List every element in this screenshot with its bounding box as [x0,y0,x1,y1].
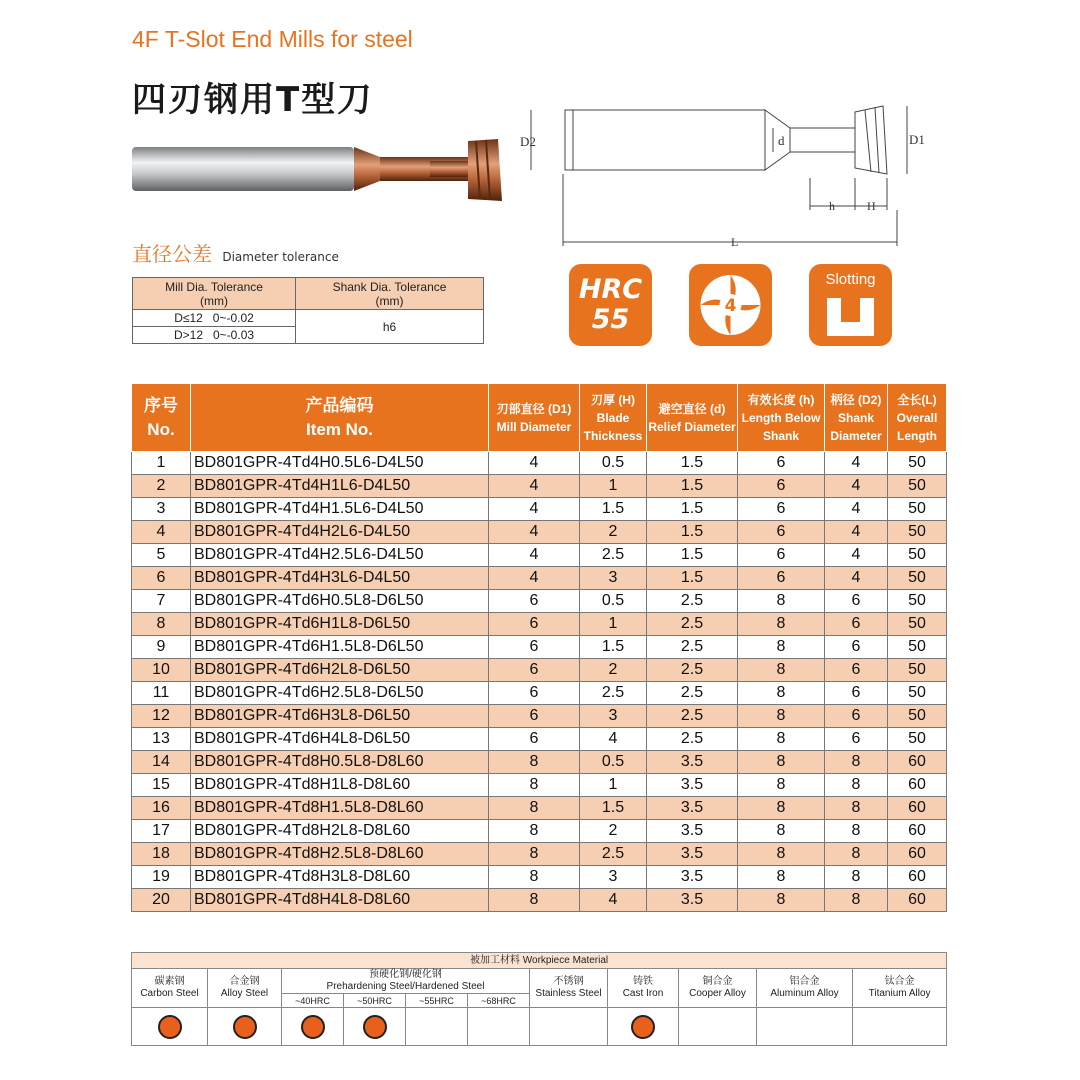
table-cell: 1 [132,452,191,475]
table-cell: BD801GPR-4Td4H1.5L6-D4L50 [191,498,489,521]
table-cell: 8 [738,751,825,774]
table-cell: 6 [489,590,580,613]
table-cell: 8 [825,889,888,912]
table-cell: 1.5 [580,636,647,659]
table-cell: 50 [888,682,947,705]
table-cell: 8 [738,728,825,751]
table-cell: 13 [132,728,191,751]
table-cell: 4 [489,475,580,498]
table-cell: 3.5 [647,774,738,797]
table-cell: 4 [825,452,888,475]
table-cell: 8 [738,636,825,659]
table-cell: 8 [825,751,888,774]
mat-copper-alloy: 铜合金 Cooper Alloy [679,969,757,1008]
table-cell: 1.5 [580,498,647,521]
label-d2: D2 [520,134,536,149]
table-cell: 50 [888,452,947,475]
table-cell: 6 [489,659,580,682]
slotting-label: Slotting [825,271,876,288]
table-cell: 6 [738,567,825,590]
grade-40hrc: ~40HRC [282,994,344,1008]
table-cell: 50 [888,659,947,682]
mat-stainless-steel: 不锈钢 Stainless Steel [530,969,608,1008]
table-cell: 50 [888,521,947,544]
table-cell: BD801GPR-4Td6H0.5L8-D6L50 [191,590,489,613]
table-cell: 60 [888,751,947,774]
table-cell: BD801GPR-4Td8H2L8-D8L60 [191,820,489,843]
table-row [132,866,947,889]
table-cell: 4 [580,728,647,751]
table-cell: 8 [489,843,580,866]
flute-count: 4 [724,296,737,316]
table-cell: 2.5 [647,682,738,705]
table-cell: 2.5 [580,843,647,866]
suitability-cell [853,1008,947,1046]
table-cell: 8 [825,820,888,843]
table-cell: 15 [132,774,191,797]
hrc-badge [569,264,652,346]
workpiece-title: 被加工材料 Workpiece Material [132,953,947,969]
table-cell: BD801GPR-4Td4H0.5L6-D4L50 [191,452,489,475]
table-cell: 4 [825,567,888,590]
label-d: d [778,133,785,148]
table-cell: 4 [825,521,888,544]
slotting-badge [809,264,892,346]
label-d1: D1 [909,132,925,147]
table-cell: 8 [738,659,825,682]
table-cell: 50 [888,613,947,636]
table-row [132,889,947,912]
table-cell: BD801GPR-4Td6H1L8-D6L50 [191,613,489,636]
table-cell: 60 [888,866,947,889]
table-cell: 1.5 [647,567,738,590]
tolerance-row-1: D≤12 0~-0.02 [133,310,296,327]
tolerance-heading-cn: 直径公差 [132,242,212,266]
table-cell: 8 [738,682,825,705]
table-cell: 3 [580,567,647,590]
tool-photo [130,135,550,205]
table-cell: 3.5 [647,797,738,820]
grade-68hrc: ~68HRC [468,994,530,1008]
table-cell: 16 [132,797,191,820]
table-cell: 6 [825,659,888,682]
table-cell: 4 [489,498,580,521]
table-row [132,613,947,636]
table-cell: 20 [132,889,191,912]
suitability-cell [208,1008,282,1046]
table-cell: 50 [888,475,947,498]
table-cell: 8 [738,590,825,613]
table-cell: 50 [888,498,947,521]
table-cell: BD801GPR-4Td8H4L8-D8L60 [191,889,489,912]
table-cell: BD801GPR-4Td4H2L6-D4L50 [191,521,489,544]
table-cell: 60 [888,843,947,866]
table-cell: 3.5 [647,820,738,843]
tolerance-table [132,277,484,344]
table-cell: 8 [738,797,825,820]
table-cell: 10 [132,659,191,682]
table-row [132,498,947,521]
table-cell: 3.5 [647,889,738,912]
table-cell: 2 [580,521,647,544]
table-row [132,567,947,590]
table-cell: 2.5 [647,636,738,659]
table-cell: 7 [132,590,191,613]
suitability-row [132,1008,947,1046]
table-row [132,774,947,797]
table-cell: 6 [738,544,825,567]
slot-icon [809,264,892,346]
table-cell: 1.5 [580,797,647,820]
table-cell: 6 [738,498,825,521]
table-cell: BD801GPR-4Td8H0.5L8-D8L60 [191,751,489,774]
table-cell: 1.5 [647,498,738,521]
mat-alloy-steel: 合金钢 Alloy Steel [208,969,282,1008]
suitability-cell [530,1008,608,1046]
table-cell: 0.5 [580,590,647,613]
table-cell: BD801GPR-4Td8H1.5L8-D8L60 [191,797,489,820]
table-cell: 60 [888,889,947,912]
table-cell: 8 [489,820,580,843]
table-cell: 2.5 [647,613,738,636]
feature-badges [569,264,899,346]
table-row [132,820,947,843]
table-cell: 3.5 [647,751,738,774]
table-cell: 1.5 [647,475,738,498]
table-row [132,590,947,613]
table-cell: 6 [825,728,888,751]
table-cell: 1 [580,475,647,498]
table-cell: 6 [489,705,580,728]
table-cell: 50 [888,705,947,728]
table-cell: BD801GPR-4Td8H1L8-D8L60 [191,774,489,797]
table-cell: 6 [738,452,825,475]
table-cell: BD801GPR-4Td4H3L6-D4L50 [191,567,489,590]
table-cell: 4 [489,452,580,475]
table-cell: 60 [888,820,947,843]
suitability-cell [608,1008,679,1046]
table-cell: BD801GPR-4Td4H2.5L6-D4L50 [191,544,489,567]
suitability-cell [679,1008,757,1046]
table-cell: 3 [580,866,647,889]
table-cell: 5 [132,544,191,567]
tolerance-shank-value: h6 [296,310,484,344]
mat-aluminum-alloy: 铝合金 Aluminum Alloy [757,969,853,1008]
table-cell: 4 [489,567,580,590]
table-cell: 4 [825,498,888,521]
table-cell: 6 [825,705,888,728]
table-cell: 8 [489,889,580,912]
product-rows [132,452,947,912]
table-cell: 6 [489,728,580,751]
table-cell: 8 [825,866,888,889]
suitability-cell [757,1008,853,1046]
table-row [132,475,947,498]
table-cell: 50 [888,728,947,751]
tolerance-heading-en: Diameter tolerance [222,250,339,264]
table-cell: 1.5 [647,521,738,544]
suitability-cell [406,1008,468,1046]
title-english: 4F T-Slot End Mills for steel [132,26,413,52]
table-cell: 50 [888,544,947,567]
table-cell: 17 [132,820,191,843]
hrc-badge-value: 55 [591,304,630,335]
table-cell: 6 [825,590,888,613]
table-cell: 4 [580,889,647,912]
table-cell: 60 [888,797,947,820]
table-row [132,659,947,682]
table-cell: 8 [738,613,825,636]
table-cell: 8 [825,774,888,797]
suitability-cell [282,1008,344,1046]
table-cell: 19 [132,866,191,889]
table-cell: 50 [888,590,947,613]
flute-badge [689,264,772,346]
table-row [132,452,947,475]
table-cell: 8 [489,797,580,820]
table-cell: BD801GPR-4Td6H3L8-D6L50 [191,705,489,728]
header-relief-diameter: 避空直径 (d) Relief Diameter [647,384,738,452]
table-cell: BD801GPR-4Td6H2L8-D6L50 [191,659,489,682]
table-cell: 1.5 [647,544,738,567]
table-cell: 6 [738,475,825,498]
table-cell: 8 [825,843,888,866]
suitability-cell [132,1008,208,1046]
table-cell: 6 [489,682,580,705]
table-cell: 8 [489,866,580,889]
table-cell: BD801GPR-4Td6H2.5L8-D6L50 [191,682,489,705]
table-cell: 8 [738,705,825,728]
table-cell: 8 [132,613,191,636]
table-cell: BD801GPR-4Td8H3L8-D8L60 [191,866,489,889]
table-cell: 1 [580,774,647,797]
table-cell: 0.5 [580,751,647,774]
table-cell: 8 [825,797,888,820]
table-cell: 8 [738,820,825,843]
table-cell: BD801GPR-4Td8H2.5L8-D8L60 [191,843,489,866]
table-row [132,544,947,567]
table-cell: BD801GPR-4Td4H1L6-D4L50 [191,475,489,498]
tolerance-col-mill: Mill Dia. Tolerance (mm) [133,278,296,310]
table-cell: 8 [738,843,825,866]
table-cell: 2 [580,820,647,843]
table-cell: 2.5 [580,544,647,567]
table-cell: 4 [825,544,888,567]
suitable-dot-icon [233,1015,257,1039]
table-cell: 2.5 [647,705,738,728]
tolerance-col-shank: Shank Dia. Tolerance (mm) [296,278,484,310]
table-cell: 6 [132,567,191,590]
table-cell: 11 [132,682,191,705]
table-cell: BD801GPR-4Td6H4L8-D6L50 [191,728,489,751]
grade-50hrc: ~50HRC [344,994,406,1008]
product-table [131,383,947,912]
tolerance-heading [132,238,339,267]
table-row [132,751,947,774]
suitable-dot-icon [301,1015,325,1039]
table-cell: 2 [580,659,647,682]
table-cell: 4 [489,544,580,567]
header-overall-length: 全长(L) Overall Length [888,384,947,452]
table-row [132,682,947,705]
mat-prehardened-steel: 预硬化钢/硬化钢 Prehardening Steel/Hardened Steel [282,969,530,994]
table-row [132,636,947,659]
mat-titanium-alloy: 钛合金 Titanium Alloy [853,969,947,1008]
table-cell: 2 [132,475,191,498]
table-cell: 50 [888,567,947,590]
table-cell: 8 [738,866,825,889]
table-cell: 60 [888,774,947,797]
table-cell: 4 [825,475,888,498]
label-L: L [731,235,739,249]
table-row [132,797,947,820]
table-cell: 3 [132,498,191,521]
table-cell: 3.5 [647,843,738,866]
table-cell: 8 [738,889,825,912]
grade-55hrc: ~55HRC [406,994,468,1008]
table-cell: 2.5 [580,682,647,705]
suitable-dot-icon [363,1015,387,1039]
table-row [132,521,947,544]
header-mill-diameter: 刃部直径 (D1) Mill Diameter [489,384,580,452]
table-cell: 8 [489,751,580,774]
mat-cast-iron: 铸铁 Cast Iron [608,969,679,1008]
table-cell: 50 [888,636,947,659]
suitable-dot-icon [158,1015,182,1039]
table-cell: 2.5 [647,728,738,751]
table-cell: 9 [132,636,191,659]
table-row [132,728,947,751]
table-cell: 14 [132,751,191,774]
table-cell: BD801GPR-4Td6H1.5L8-D6L50 [191,636,489,659]
technical-drawing [515,98,935,258]
workpiece-table [131,952,947,1046]
table-cell: 1.5 [647,452,738,475]
tolerance-row-2: D>12 0~-0.03 [133,327,296,344]
table-cell: 2.5 [647,590,738,613]
table-cell: 4 [132,521,191,544]
header-no: 序号 No. [132,384,191,452]
table-cell: 6 [738,521,825,544]
table-cell: 6 [489,636,580,659]
suitability-cell [344,1008,406,1046]
table-cell: 6 [489,613,580,636]
table-cell: 4 [489,521,580,544]
suitable-dot-icon [631,1015,655,1039]
table-cell: 8 [489,774,580,797]
header-length-below-shank: 有效长度 (h) Length Below Shank [738,384,825,452]
table-cell: 0.5 [580,452,647,475]
table-cell: 8 [738,774,825,797]
table-cell: 6 [825,682,888,705]
table-row [132,843,947,866]
table-cell: 2.5 [647,659,738,682]
title-chinese: 四刃钢用T型刀 [132,80,374,120]
label-H: H [867,199,876,213]
table-cell: 1 [580,613,647,636]
mat-carbon-steel: 碳素钢 Carbon Steel [132,969,208,1008]
table-row [132,705,947,728]
table-cell: 3 [580,705,647,728]
table-cell: 6 [825,636,888,659]
table-cell: 18 [132,843,191,866]
header-shank-diameter: 柄径 (D2) Shank Diameter [825,384,888,452]
hrc-badge-label: HRC [578,274,643,305]
table-cell: 12 [132,705,191,728]
suitability-cell [468,1008,530,1046]
header-item-no: 产品编码 Item No. [191,384,489,452]
label-h: h [829,199,835,213]
table-cell: 6 [825,613,888,636]
four-flute-icon [689,264,772,346]
table-cell: 3.5 [647,866,738,889]
header-blade-thickness: 刃厚 (H) Blade Thickness [580,384,647,452]
